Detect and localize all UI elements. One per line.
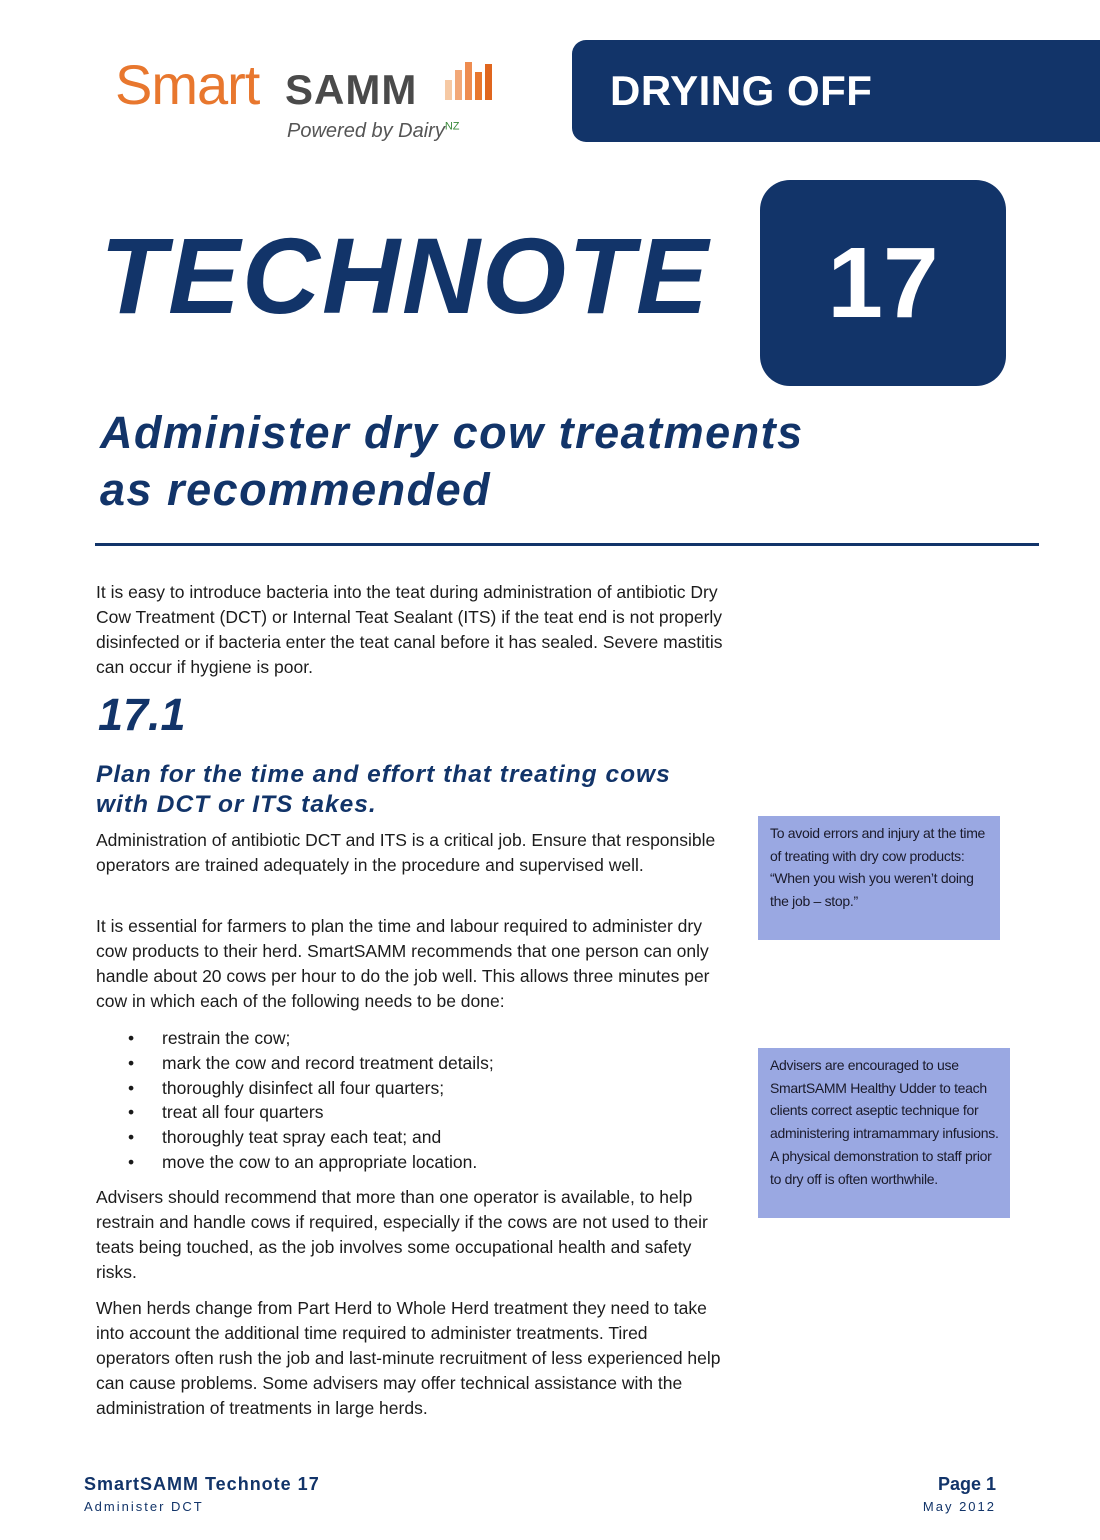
- task-bullet-list: [128, 1026, 728, 1175]
- section-paragraph-1: Administration of antibiotic DCT and ITS is a critical job. Ensure that responsible operators are trained adequately in the procedure and supervised well.: [96, 830, 716, 875]
- sidebox-text: To avoid errors and injury at the time of treating with dry cow products:: [770, 825, 986, 864]
- smartsamm-logo: [115, 52, 515, 152]
- tip-sidebox-errors: [758, 816, 1000, 940]
- title-line-1: Administer dry cow treatments: [100, 407, 804, 458]
- technote-number-box: 17: [760, 180, 1006, 386]
- technote-heading: TECHNOTE: [100, 215, 710, 336]
- intro-paragraph: It is easy to introduce bacteria into the teat during administration of antibiotic Dry Cow Treatment (DCT) or Internal Teat Sealant (ITS) if the teat end is not properly disinfected or if bacteria enter the teat canal before it has sealed. Severe mastitis can occur if hygiene is poor.: [96, 582, 723, 677]
- list-item: • move the cow to an appropriate location.: [128, 1151, 478, 1172]
- title-divider: [95, 543, 1039, 546]
- title-line-2: as recommended: [100, 464, 492, 515]
- list-item: • thoroughly disinfect all four quarters;: [128, 1077, 445, 1098]
- list-item: • mark the cow and record treatment details;: [128, 1052, 494, 1073]
- section-paragraph-2: It is essential for farmers to plan the time and labour required to administer dry cow products to their herd. SmartSAMM recommends that one person can only handle about 20 cows per hour to do the job well. This allows three minutes per cow in which each of the following needs to be done:: [96, 916, 710, 1011]
- footer-document-info: [84, 1474, 320, 1514]
- section-paragraph-4: When herds change from Part Herd to Whole Herd treatment they need to take into account the additional time required to administer treatments. Tired operators often rush the job and last-minute recruitment of less experienced help can cause problems. Some advisers may offer technical assistance with the administration of treatments in large herds.: [96, 1298, 721, 1418]
- section-number: 17.1: [98, 689, 186, 740]
- sidebox-text: Advisers are encouraged to use SmartSAMM Healthy Udder to teach clients correct aseptic technique for administering intramammary infusions. A physical demonstration to staff prior to dry off is often worthwhile.: [770, 1057, 999, 1187]
- section-title: Plan for the time and effort that treating cows with DCT or ITS takes.: [96, 761, 671, 818]
- logo-smart-text: Smart: [115, 53, 260, 116]
- document-title: [100, 404, 1000, 518]
- tip-sidebox-advisers: [758, 1048, 1010, 1218]
- list-item: • treat all four quarters: [128, 1102, 324, 1123]
- footer-page-info: [923, 1474, 996, 1514]
- sidebox-quote: “When you wish you weren’t doing the job – stop.”: [770, 870, 974, 910]
- footer-title: SmartSAMM Technote 17: [84, 1474, 320, 1494]
- page-number: Page 1: [937, 1474, 996, 1494]
- list-item: • thoroughly teat spray each teat; and: [128, 1127, 442, 1148]
- section-paragraph-3: Advisers should recommend that more than one operator is available, to help restrain and handle cows if required, especially if the cows are not used to their teats being touched, as the job involves some occupational health and safety risks.: [96, 1187, 708, 1282]
- drying-off-banner: DRYING OFF: [572, 40, 1100, 142]
- footer-date: May 2012: [922, 1499, 996, 1514]
- logo-nz-text: NZ: [444, 120, 460, 133]
- logo-samm-text: SAMM: [285, 66, 418, 113]
- list-item: • restrain the cow;: [128, 1028, 291, 1048]
- footer-subtitle: Administer DCT: [84, 1499, 204, 1514]
- logo-bars-icon: [445, 58, 501, 104]
- logo-powered-by: Powered by Dairy$^{NZ}$: [287, 120, 460, 142]
